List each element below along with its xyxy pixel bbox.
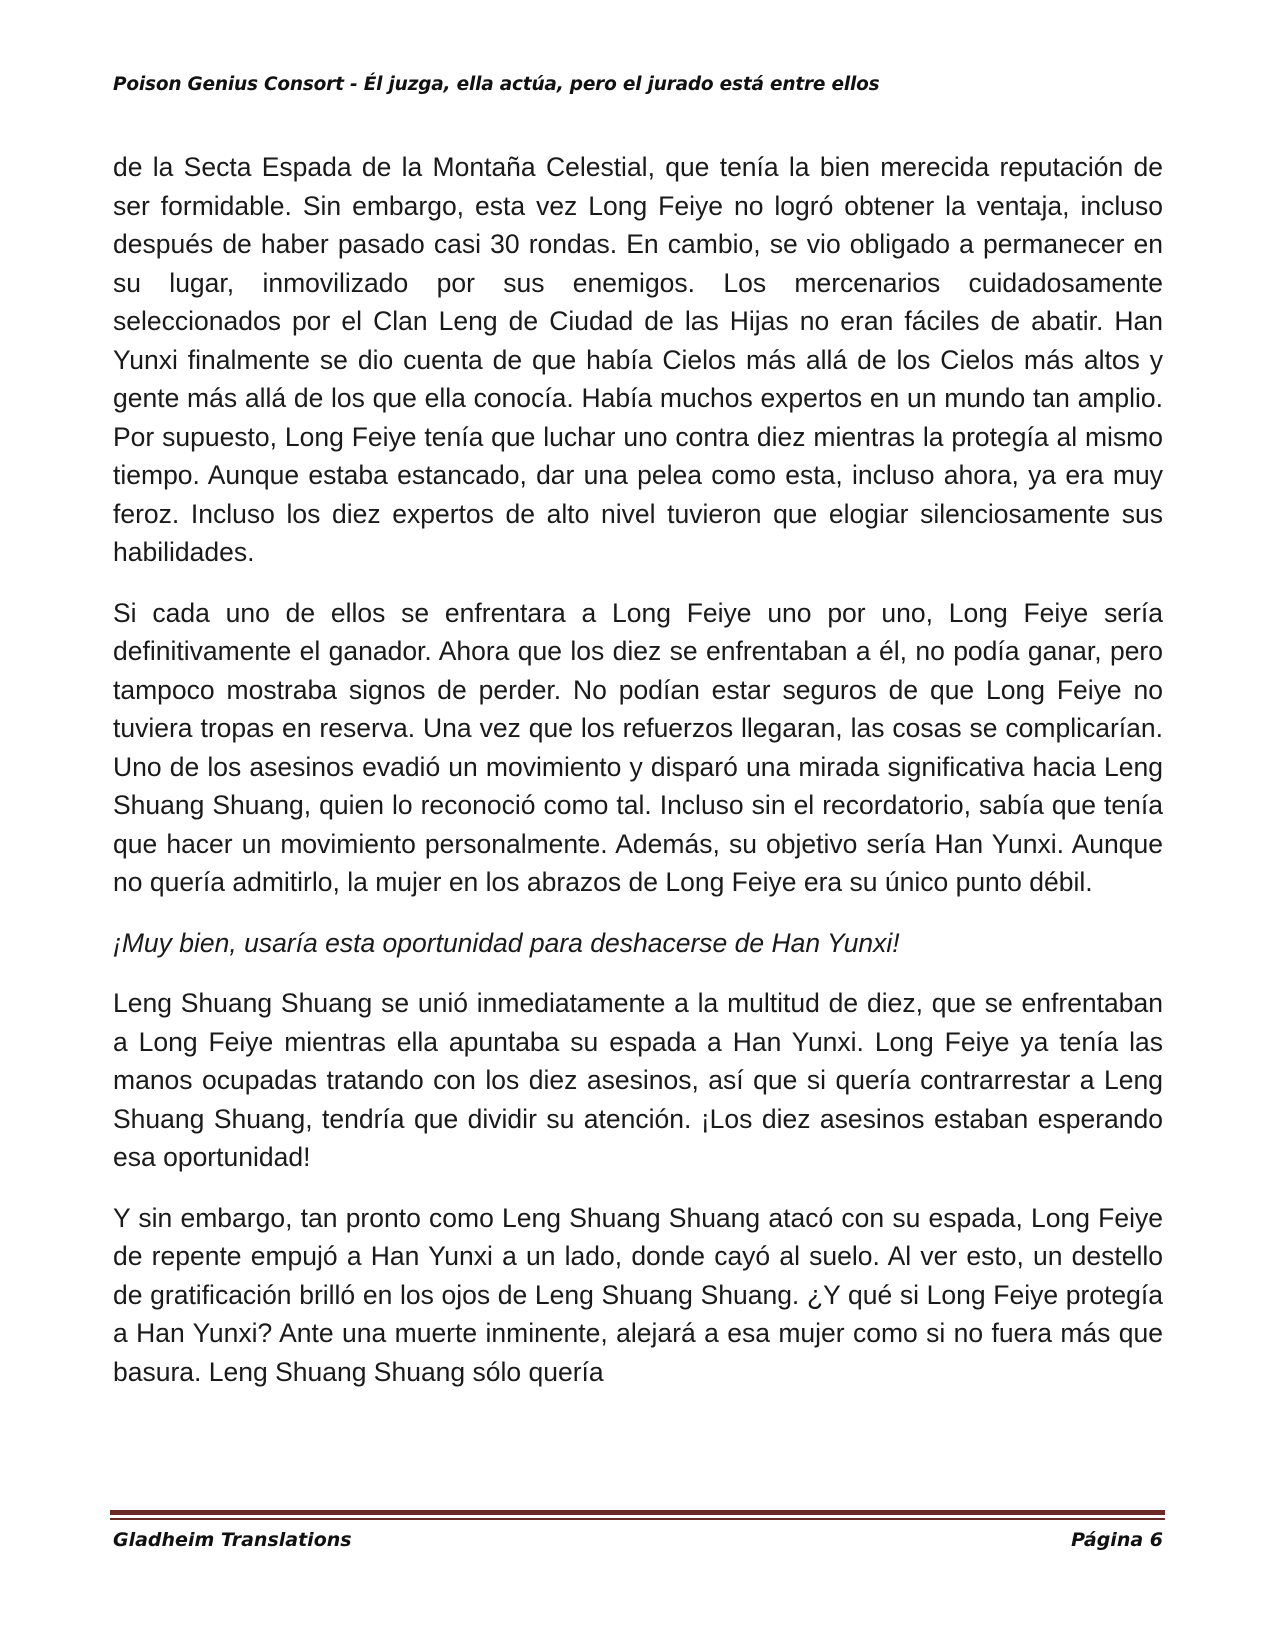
footer-divider-thin — [110, 1518, 1165, 1520]
page-body — [113, 148, 1163, 1413]
paragraph-1: de la Secta Espada de la Montaña Celestial, que tenía la bien merecida reputación de ser formidable. Sin embargo, esta vez Long Feiye no logró obtener la ventaja, incluso después de haber pasado casi 30 rondas. En cambio, se vio obligado a permanecer en su lugar, inmovilizado por sus enemigos. Los mercenarios cuidadosamente seleccionados por el Clan Leng de Ciudad de las Hijas no eran fáciles de abatir. Han Yunxi finalmente se dio cuenta de que había Cielos más allá de los Cielos más altos y gente más allá de los que ella conocía. Había muchos expertos en un mundo tan amplio. Por supuesto, Long Feiye tenía que luchar uno contra diez mientras la protegía al mismo tiempo. Aunque estaba estancado, dar una pelea como esta, incluso ahora, ya era muy feroz. Incluso los diez expertos de alto nivel tuvieron que elogiar silenciosamente sus habilidades. — [113, 152, 1163, 567]
paragraph-2: Si cada uno de ellos se enfrentara a Long Feiye uno por uno, Long Feiye sería definitivamente el ganador. Ahora que los diez se enfrentaban a él, no podía ganar, pero tampoco mostraba signos de perder. No podían estar seguros de que Long Feiye no tuviera tropas en reserva. Una vez que los refuerzos llegaran, las cosas se complicarían. Uno de los asesinos evadió un movimiento y disparó una mirada significativa hacia Leng Shuang Shuang, quien lo reconoció como tal. Incluso sin el recordatorio, sabía que tenía que hacer un movimiento personalmente. Además, su objetivo sería Han Yunxi. Aunque no quería admitirlo, la mujer en los abrazos de Long Feiye era su único punto débil. — [113, 597, 1163, 897]
paragraph-5: Y sin embargo, tan pronto como Leng Shuang Shuang atacó con su espada, Long Feiye de repente empujó a Han Yunxi a un lado, donde cayó al suelo. Al ver esto, un destello de gratificación brilló en los ojos de Leng Shuang Shuang. ¿Y qué si Long Feiye protegía a Han Yunxi? Ante una muerte inminente, alejará a esa mujer como si no fuera más que basura. Leng Shuang Shuang sólo quería — [113, 1202, 1163, 1387]
footer-page-number: Página 6 — [1071, 1529, 1163, 1551]
paragraph-3-italic: ¡Muy bien, usaría esta oportunidad para deshacerse de Han Yunxi! — [113, 927, 900, 958]
footer-publisher: Gladheim Translations — [113, 1529, 352, 1551]
page-header-title: Poison Genius Consort - Él juzga, ella actúa, pero el jurado está entre ellos — [113, 74, 880, 95]
paragraph-4: Leng Shuang Shuang se unió inmediatamente a la multitud de diez, que se enfrentaban a Long Feiye mientras ella apuntaba su espada a Han Yunxi. Long Feiye ya tenía las manos ocupadas tratando con los diez asesinos, así que si quería contrarrestar a Leng Shuang Shuang, tendría que dividir su atención. ¡Los diez asesinos estaban esperando esa oportunidad! — [113, 988, 1163, 1172]
footer-divider-thick — [110, 1510, 1165, 1515]
